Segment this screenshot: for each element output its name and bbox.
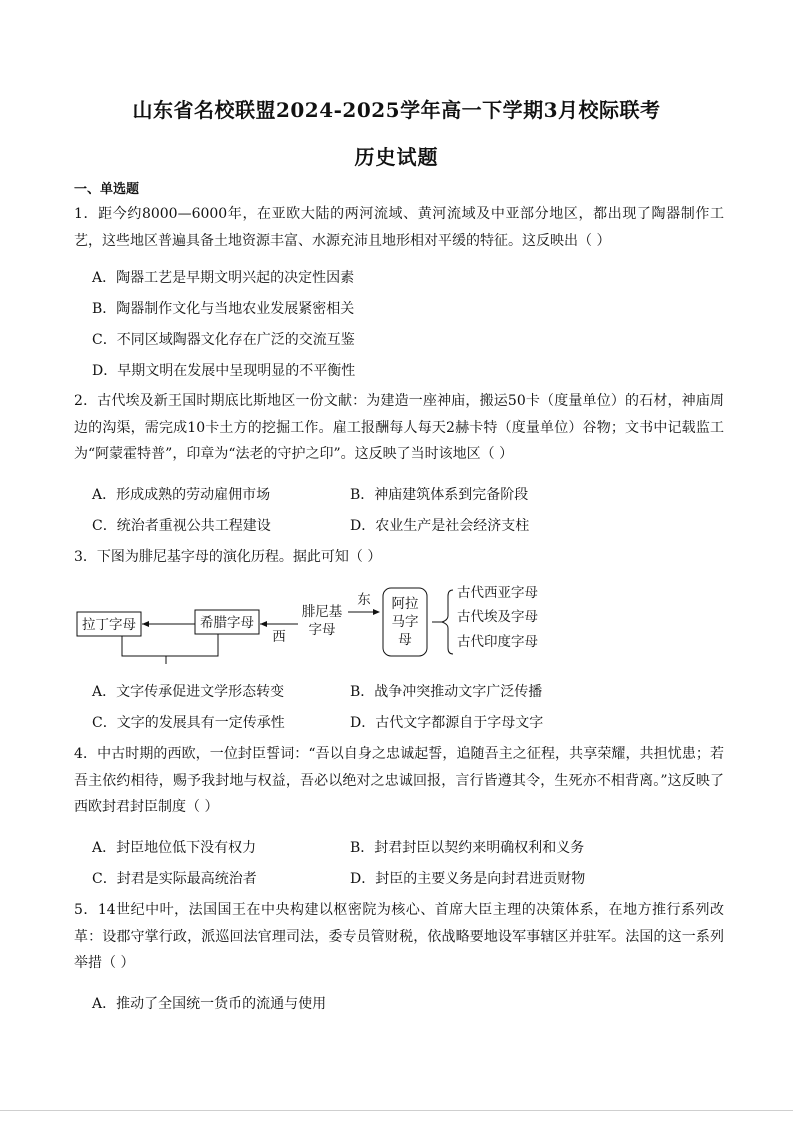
question-2-option-d: D．农业生产是社会经济支柱	[350, 518, 530, 534]
question-4-option-d: D．封臣的主要义务是向封君进贡财物	[350, 871, 586, 887]
question-2-stem: 2．古代埃及新王国时期底比斯地区一份文献：为建造一座神庙，搬运50卡（度量单位）的石材，神庙周边的沟渠，需完成10卡土方的挖掘工作。雇工报酬每人每天2赫卡特（度量单位）谷物；文书中记载监工为“阿蒙霍特普”，印章为“法老的守护之印”。这反映了当时该地区（ ）	[74, 393, 724, 462]
phoenician-label-line2: 字母	[308, 622, 336, 638]
east-label: 东	[357, 592, 371, 608]
aramaic-label-line1: 阿拉	[391, 596, 419, 612]
question-4-option-b: B．封君封臣以契约来明确权利和义务	[350, 840, 585, 856]
question-5-stem: 5．14世纪中叶，法国国王在中央构建以枢密院为核心、首席大臣主理的决策体系，在地方推行系列改革：设郡守掌行政，派巡回法官理司法，委专员管财税，依战略要地设军事辖区并驻军。法国的这一系列举措（ ）	[74, 902, 724, 971]
exam-title: 山东省名校联盟2024-2025学年高一下学期3月校际联考	[132, 98, 661, 122]
question-5-option-a: A．推动了全国统一货币的流通与使用	[92, 996, 327, 1012]
question-1-option-d: D．早期文明在发展中呈现明显的不平衡性	[92, 363, 356, 379]
west-label: 西	[272, 629, 286, 645]
exam-subject-title: 历史试题	[354, 145, 439, 169]
section-heading: 一、单选题	[74, 182, 140, 197]
question-2-option-c: C．统治者重视公共工程建设	[92, 518, 271, 534]
arrow-head-aramaic	[373, 609, 380, 615]
question-2-option-b: B．神庙建筑体系到完备阶段	[350, 487, 529, 503]
branch-egypt: 古代埃及字母	[457, 609, 538, 625]
arrow-head-latin	[142, 621, 149, 627]
phoenician-label-line1: 腓尼基	[301, 604, 343, 620]
branch-brace	[442, 590, 453, 654]
question-3-option-b: B．战争冲突推动文字广泛传播	[350, 684, 543, 700]
question-3-option-a: A．文字传承促进文学形态转变	[92, 684, 285, 700]
question-4-option-c: C．封君是实际最高统治者	[92, 871, 257, 887]
branch-west-asia: 古代西亚字母	[457, 585, 538, 601]
branch-india: 古代印度字母	[457, 634, 538, 650]
question-2-option-a: A．形成成熟的劳动雇佣市场	[92, 487, 271, 503]
page-bottom-divider	[0, 1110, 793, 1111]
greek-label: 希腊字母	[200, 615, 254, 631]
question-3-option-d: D．古代文字都源自于字母文字	[350, 715, 544, 731]
latin-label: 拉丁字母	[82, 617, 136, 633]
arrow-head-greek	[260, 621, 267, 627]
alphabet-evolution-diagram	[70, 580, 570, 680]
question-4-stem: 4．中古时期的西欧，一位封臣誓词：“吾以自身之忠诚起誓，追随吾主之征程，共享荣耀，共担忧患；若吾主依约相待，赐予我封地与权益，吾必以绝对之忠诚回报，言行皆遵其令，生死亦不相背离。”这反映了西欧封君封臣制度（ ）	[74, 746, 724, 815]
question-1-option-b: B．陶器制作文化与当地农业发展紧密相关	[92, 301, 355, 317]
aramaic-label-line3: 母	[398, 632, 412, 648]
aramaic-label-line2: 马字	[391, 614, 419, 630]
question-1-option-a: A．陶器工艺是早期文明兴起的决定性因素	[92, 270, 355, 286]
question-3-option-c: C．文字的发展具有一定传承性	[92, 715, 285, 731]
question-3-stem: 3．下图为腓尼基字母的演化历程。据此可知（ ）	[74, 549, 382, 565]
question-1-stem: 1．距今约8000—6000年，在亚欧大陆的两河流域、黄河流域及中亚部分地区，都出现了陶器制作工艺，这些地区普遍具备土地资源丰富、水源充沛且地形相对平缓的特征。这反映出（ ）	[74, 206, 724, 249]
bottom-brace	[122, 634, 218, 664]
question-4-option-a: A．封臣地位低下没有权力	[92, 840, 257, 856]
question-1-option-c: C．不同区域陶器文化存在广泛的交流互鉴	[92, 332, 355, 348]
